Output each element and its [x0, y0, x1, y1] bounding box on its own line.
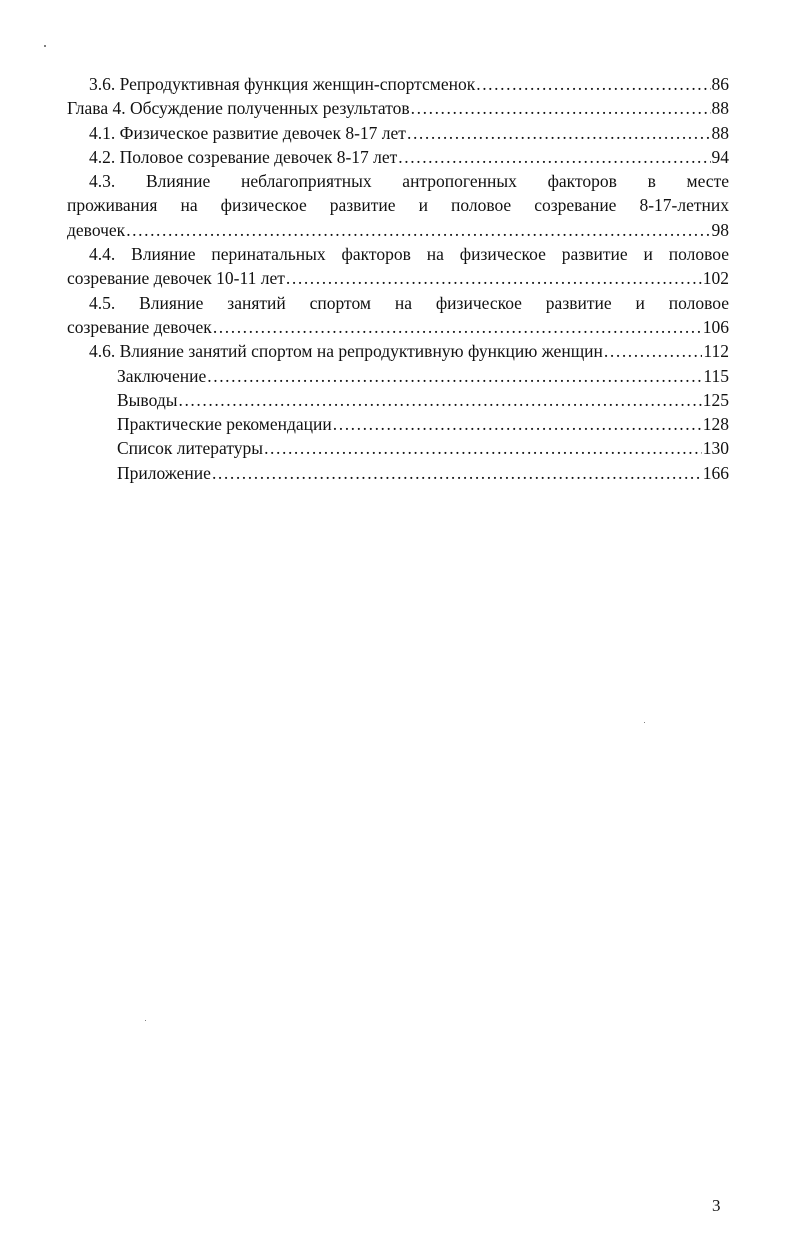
toc-entry-title-line: созревание девочек 10-11 лет: [67, 268, 285, 289]
toc-entry-4-3: [67, 169, 729, 242]
toc-entry-page: 128: [702, 414, 729, 435]
toc-entry-title-line: 4.4. Влияние перинатальных факторов на физическое развитие и половое: [89, 244, 729, 265]
toc-entry-title: Заключение: [117, 365, 207, 386]
toc-leader-dots: [264, 436, 702, 460]
toc-leader-dots: [411, 96, 711, 120]
toc-entry-4-6: [67, 339, 729, 363]
toc-entry-title-line: 4.5. Влияние занятий спортом на физическое развитие и половое: [89, 292, 729, 313]
scan-speck: [145, 1020, 146, 1021]
toc-entry-title: Выводы: [117, 389, 178, 410]
toc-entry-findings: [67, 388, 729, 412]
toc-entry-4-1: [67, 121, 729, 145]
toc-entry-references: [67, 436, 729, 460]
toc-entry-title: 3.6. Репродуктивная функция женщин-спортсменок: [89, 74, 476, 94]
toc-entry-page: 86: [711, 74, 729, 94]
toc-leader-dots: [604, 339, 702, 363]
toc-entry-page: 130: [702, 438, 729, 459]
toc-entry-page: 102: [702, 268, 729, 289]
scan-speck: [644, 722, 645, 723]
toc-entry-title: Приложение: [117, 462, 211, 483]
toc-entry-chapter-4: [67, 96, 729, 120]
toc-entry-4-4: [67, 242, 729, 291]
toc-leader-dots: [286, 266, 702, 290]
toc-entry-title-line: 4.3. Влияние неблагоприятных антропогенных факторов в месте: [89, 171, 729, 192]
toc-entry-page: 112: [703, 341, 729, 362]
page-number: 3: [712, 1196, 721, 1215]
toc-entry-page: 88: [711, 122, 729, 143]
toc-leader-dots: [213, 315, 702, 339]
toc-entry-title: 4.6. Влияние занятий спортом на репродуктивную функцию женщин: [89, 341, 603, 362]
toc-entry-title-line: созревание девочек: [67, 316, 212, 337]
toc-entry-appendix: [67, 461, 729, 485]
toc-entry-title: Список литературы: [117, 438, 264, 459]
toc-entry-title-line: проживания на физическое развитие и половое созревание 8-17-летних: [67, 195, 729, 216]
toc-entry-title: 4.1. Физическое развитие девочек 8-17 лет: [89, 122, 406, 143]
toc-entry-conclusion: [67, 364, 729, 388]
toc-entry-4-2: [67, 145, 729, 169]
toc-entry-page: 125: [702, 389, 729, 410]
toc-leader-dots: [178, 388, 701, 412]
toc-leader-dots: [398, 145, 710, 169]
scan-speck: [44, 45, 46, 47]
toc-entry-page: 115: [703, 365, 729, 386]
toc-leader-dots: [476, 72, 710, 96]
toc-leader-dots: [407, 121, 711, 145]
toc-entry-3-6: [67, 72, 729, 96]
toc-leader-dots: [212, 461, 702, 485]
toc-entry-4-5: [67, 291, 729, 340]
table-of-contents: [67, 72, 729, 485]
toc-leader-dots: [207, 364, 702, 388]
toc-entry-title: Практические рекомендации: [117, 414, 332, 435]
toc-leader-dots: [333, 412, 702, 436]
toc-entry-page: 98: [711, 219, 729, 240]
toc-entry-page: 94: [711, 146, 729, 167]
toc-entry-page: 166: [702, 462, 729, 483]
toc-entry-recommendations: [67, 412, 729, 436]
toc-leader-dots: [126, 218, 710, 242]
toc-entry-page: 106: [702, 316, 729, 337]
toc-entry-page: 88: [711, 98, 729, 119]
toc-entry-title: Глава 4. Обсуждение полученных результатов: [67, 98, 410, 119]
toc-entry-title-line: девочек: [67, 219, 126, 240]
toc-entry-title: 4.2. Половое созревание девочек 8-17 лет: [89, 146, 398, 167]
